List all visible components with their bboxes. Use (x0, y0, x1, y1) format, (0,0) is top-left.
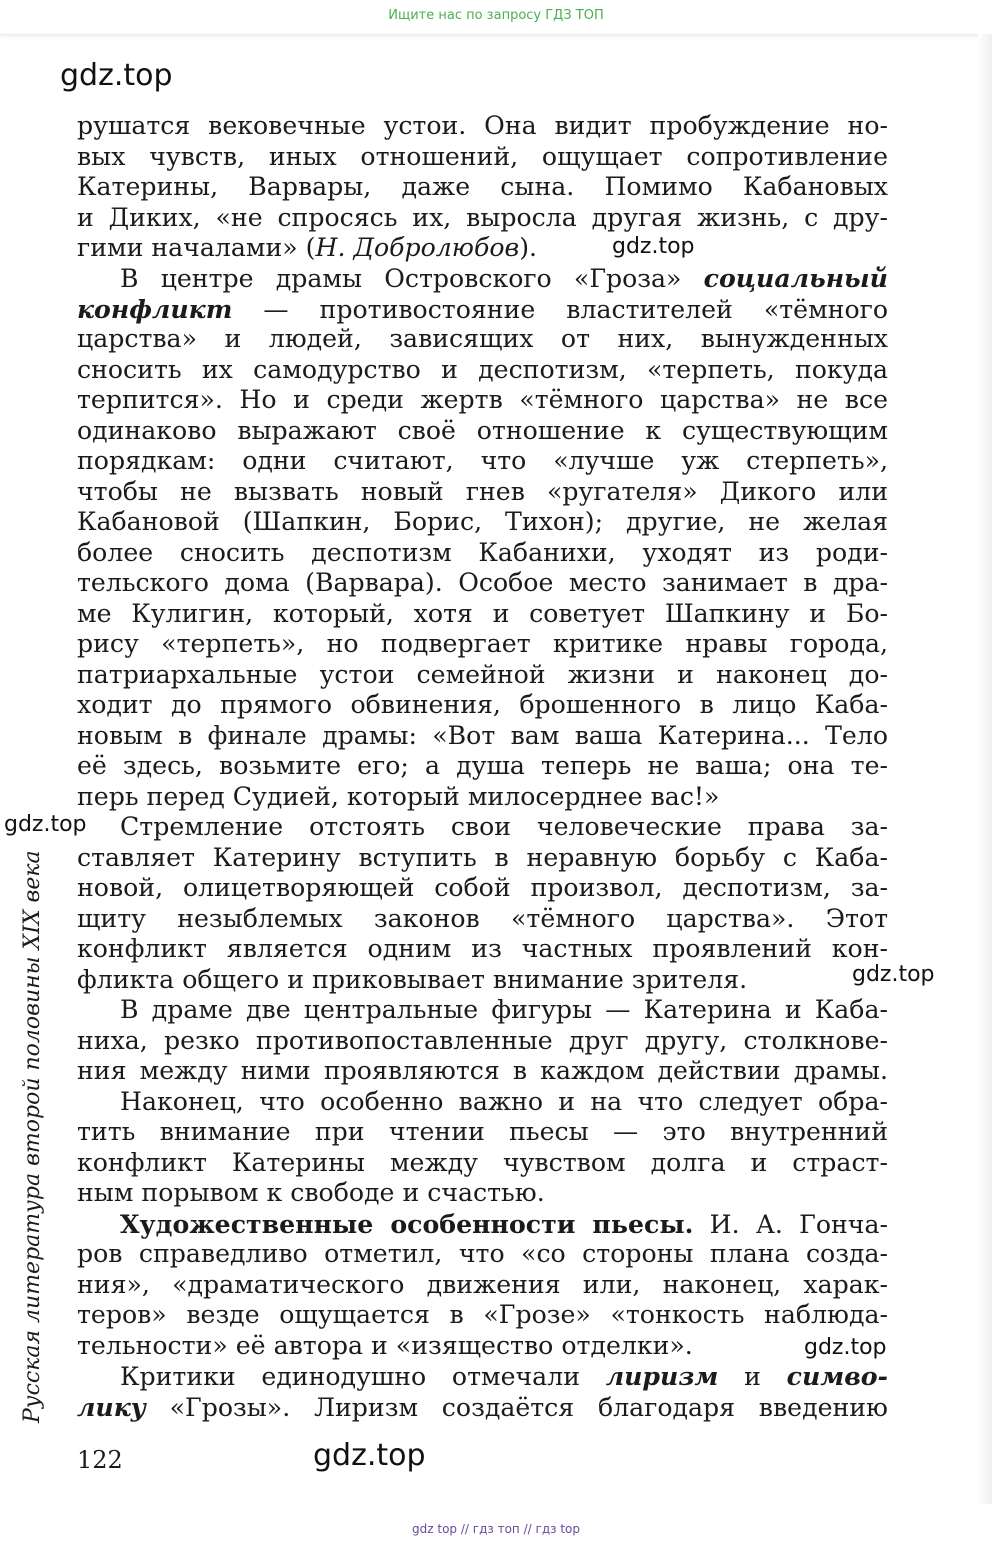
text-line: сносить их самодурство и деспотизм, «терпеть, покуда (77, 355, 888, 384)
watermark: gdz.top (60, 58, 173, 93)
text-line: новой, олицетворяющей собой произвол, деспотизм, за- (77, 873, 888, 902)
text-line: порядкам: одни считают, что «лучше уж стерпеть», (77, 446, 888, 475)
page-number: 122 (77, 1446, 123, 1474)
text-line: ниха, резко противопоставленные друг другу, столкнове- (77, 1026, 888, 1055)
text-line: Кабановой (Шапкин, Борис, Тихон); другие, не желая (77, 507, 888, 536)
footer-separator: // (523, 1522, 532, 1536)
text-line: тельности» её автора и «изящество отделки». (77, 1331, 693, 1360)
text-line: более сносить деспотизм Кабанихи, уходят из роди- (77, 538, 888, 567)
text-line: конфликт — противостояние властителей «тёмного (77, 294, 888, 324)
watermark: gdz.top (804, 1335, 887, 1360)
text-line: перь перед Судией, который милосерднее вас!» (77, 782, 720, 811)
text-line: Катерины, Варвары, даже сына. Помимо Кабановых (77, 172, 888, 201)
text-line: и Диких, «не спросясь их, выросла другая жизнь, с дру- (77, 203, 888, 232)
text-line: патриархальные устои семейной жизни и наконец до- (77, 660, 888, 689)
text-line: одинаково выражают своё отношение к существующим (77, 416, 888, 445)
text-line: В центре драмы Островского «Гроза» социальный (120, 263, 888, 293)
footer-link[interactable]: гдз top (535, 1522, 580, 1536)
text-line: гими началами» (Н. Добролюбов). (77, 233, 538, 262)
text-line: ме Кулигин, который, хотя и советует Шапкину и Бо- (77, 599, 888, 628)
text-line: царства» и людей, зависящих от них, вынужденных (77, 324, 888, 353)
text-line: чтобы не вызвать новый гнев «ругателя» Дикого или (77, 477, 888, 506)
text-line: Стремление отстоять свои человеческие права за- (120, 812, 888, 841)
watermark: gdz.top (612, 234, 695, 259)
text-line: ров справедливо отметил, что «со стороны плана созда- (77, 1239, 888, 1268)
text-line: конфликт Катерины между чувством долга и страст- (77, 1148, 888, 1177)
running-head-title: Русская литература второй половины XIX века (20, 850, 45, 1423)
text-line: ходит до прямого обвинения, брошенного в лицо Каба- (77, 690, 888, 719)
text-line: её здесь, возьмите его; а душа теперь не ваша; она те- (77, 751, 888, 780)
text-line: ным порывом к свободе и счастью. (77, 1178, 545, 1207)
text-line: лику «Грозы». Лиризм создаётся благодаря введению (77, 1392, 888, 1422)
footer-link[interactable]: gdz top (412, 1522, 458, 1536)
text-line: теров» везде ощущается в «Грозе» «тонкость наблюда- (77, 1300, 888, 1329)
text-line: новым в финале драмы: «Вот вам ваша Катерина... Тело (77, 721, 888, 750)
text-line: тить внимание при чтении пьесы — это внутренний (77, 1117, 888, 1146)
text-line: ния между ними проявляются в каждом действии драмы. (77, 1056, 888, 1085)
watermark: gdz.top (852, 962, 935, 987)
text-line: конфликт является одним из частных проявлений кон- (77, 934, 888, 963)
page-edge-shadow (978, 34, 992, 1504)
text-line: терпится». Но и среди жертв «тёмного царства» не все (77, 385, 888, 414)
text-line: рису «терпеть», но подвергает критике нравы города, (77, 629, 888, 658)
text-line: рушатся вековечные устои. Она видит пробуждение но- (77, 111, 888, 140)
footer-separator: // (460, 1522, 469, 1536)
text-line: В драме две центральные фигуры — Катерина и Каба- (120, 995, 888, 1024)
footer-links (0, 1522, 992, 1536)
text-line: Художественные особенности пьесы. И. А. Гонча- (120, 1209, 888, 1239)
watermark: gdz.top (313, 1438, 426, 1473)
text-line: ния», «драматического движения или, наконец, харак- (77, 1270, 888, 1299)
text-line: фликта общего и приковывает внимание зрителя. (77, 965, 748, 994)
watermark: gdz.top (4, 812, 87, 837)
section-heading: Художественные особенности пьесы. (120, 1209, 694, 1239)
text-line: Наконец, что особенно важно и на что следует обра- (120, 1087, 888, 1116)
text-line: вых чувств, иных отношений, ощущает сопротивление (77, 142, 888, 171)
text-line: Критики единодушно отмечали лиризм и симво- (120, 1361, 888, 1391)
top-banner[interactable]: Ищите нас по запросу ГДЗ ТОП (0, 0, 992, 35)
footer-link[interactable]: гдз топ (472, 1522, 520, 1536)
text-line: тельского дома (Варвара). Особое место занимает в дра- (77, 568, 888, 597)
text-line: щиту незыблемых законов «тёмного царства». Этот (77, 904, 888, 933)
text-line: ставляет Катерину вступить в неравную борьбу с Каба- (77, 843, 888, 872)
